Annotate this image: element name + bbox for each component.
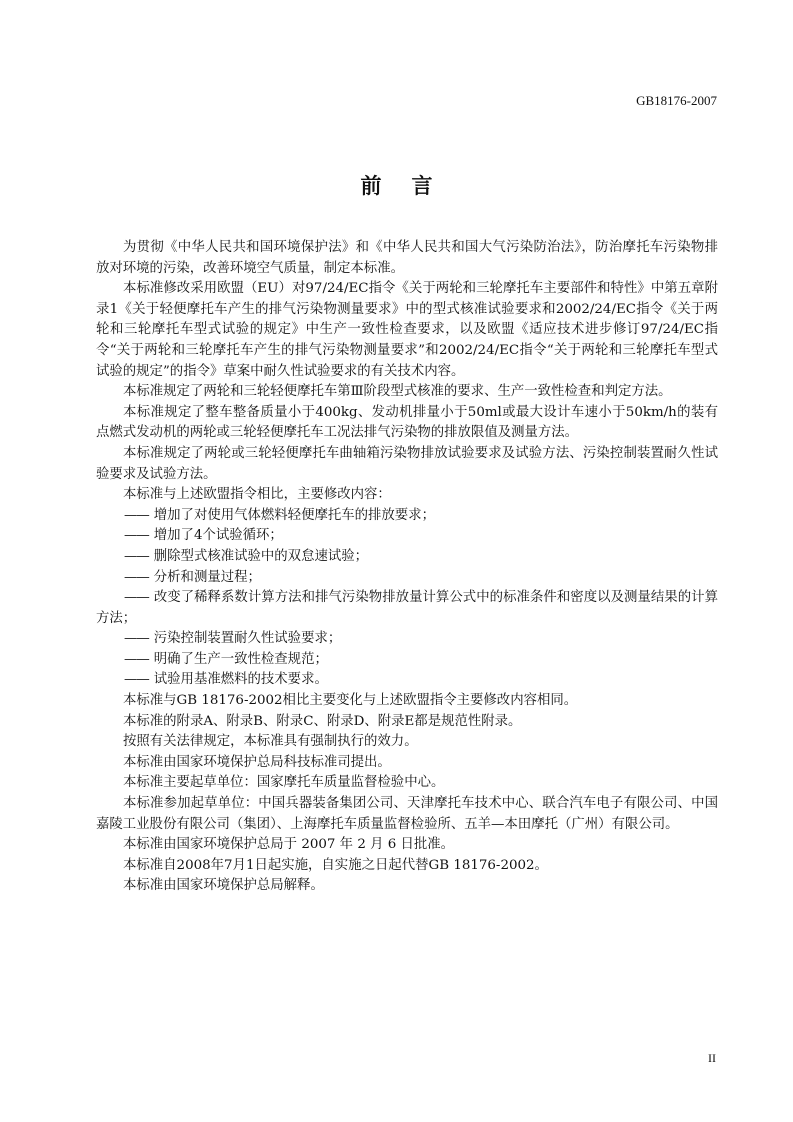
list-item-text: 改变了稀释系数计算方法和排气污染物排放量计算公式中的标准条件和密度以及测量结果的计算方法； (96, 590, 718, 626)
list-item-text: 明确了生产一致性检查规范； (153, 651, 328, 667)
list-item-text: 试验用基准燃料的技术要求。 (153, 672, 328, 688)
list-dash: —— (124, 548, 149, 564)
list-item-text: 删除型式核准试验中的双怠速试验； (153, 548, 369, 564)
list-item-text: 增加了4个试验循环； (153, 528, 283, 544)
paragraph: 本标准修改采用欧盟（EU）对97/24/EC指令《关于两轮和三轮摩托车主要部件和特性》中第五章附录1《关于轻便摩托车产生的排气污染物测量要求》中的型式核准试验要求和2002/24/EC指令《关于两轮和三轮摩托车型式试验的规定》中生产一致性检查要求，以及欧盟《适应技术进步修订97/24/EC指令“关于两轮和三轮摩托车产生的排气污染物测量要求”和2002/24/EC指令“关于两轮和三轮摩托车型式试验的规定”的指令》草案中耐久性试验要求的有关技术内容。 (96, 281, 718, 379)
paragraph: 按照有关法律规定，本标准具有强制执行的效力。 (123, 734, 418, 750)
list-item-text: 增加了对使用气体燃料轻便摩托车的排放要求； (153, 507, 435, 523)
list-item (96, 547, 718, 568)
paragraph: 本标准参加起草单位：中国兵器装备集团公司、天津摩托车技术中心、联合汽车电子有限公司、中国嘉陵工业股份有限公司（集团）、上海摩托车质量监督检验所、五羊—本田摩托（广州）有限公司。 (96, 796, 718, 832)
paragraph: 本标准的附录A、附录B、附录C、附录D、附录E都是规范性附录。 (123, 713, 522, 729)
page-number: II (708, 1051, 716, 1065)
document-body (96, 238, 718, 897)
paragraph: 本标准由国家环境保护总局于 2007 年 2 月 6 日批准。 (123, 837, 455, 853)
list-item-text: 污染控制装置耐久性试验要求； (153, 631, 342, 647)
paragraph: 本标准由国家环境保护总局科技标准司提出。 (123, 754, 391, 770)
list-item (96, 526, 718, 547)
list-dash: —— (124, 631, 149, 647)
paragraph: 为贯彻《中华人民共和国环境保护法》和《中华人民共和国大气污染防治法》，防治摩托车污染物排放对环境的污染，改善环境空气质量，制定本标准。 (96, 240, 718, 276)
paragraph: 本标准与GB 18176-2002相比主要变化与上述欧盟指令主要修改内容相同。 (123, 693, 578, 709)
list-item (96, 650, 718, 671)
list-dash: —— (124, 528, 149, 544)
list-dash: —— (124, 651, 149, 667)
paragraph: 本标准与上述欧盟指令相比，主要修改内容： (123, 487, 391, 503)
paragraph: 本标准规定了整车整备质量小于400kg、发动机排量小于50ml或最大设计车速小于50km/h的装有点燃式发动机的两轮或三轮轻便摩托车工况法排气污染物的排放限值及测量方法。 (96, 404, 718, 441)
document-code: GB18176-2007 (636, 93, 717, 108)
list-dash: —— (124, 590, 149, 606)
list-item (96, 629, 718, 650)
page-title: 前言 (360, 173, 463, 198)
paragraph: 本标准规定了两轮或三轮轻便摩托车曲轴箱污染物排放试验要求及试验方法、污染控制装置耐久性试验要求及试验方法。 (96, 445, 718, 482)
list-item (96, 670, 718, 691)
paragraph: 本标准规定了两轮和三轮轻便摩托车第Ⅲ阶段型式核准的要求、生产一致性检查和判定方法。 (123, 384, 672, 400)
list-item-text: 分析和测量过程； (153, 569, 261, 585)
list-item (96, 506, 718, 527)
paragraph: 本标准主要起草单位：国家摩托车质量监督检验中心。 (123, 775, 445, 791)
paragraph: 本标准自2008年7月1日起实施，自实施之日起代替GB 18176-2002。 (123, 857, 548, 873)
list-item (96, 568, 718, 589)
list-dash: —— (124, 507, 149, 523)
list-dash: —— (124, 672, 149, 688)
list-item (96, 588, 718, 629)
paragraph: 本标准由国家环境保护总局解释。 (123, 878, 324, 894)
list-dash: —— (124, 569, 149, 585)
